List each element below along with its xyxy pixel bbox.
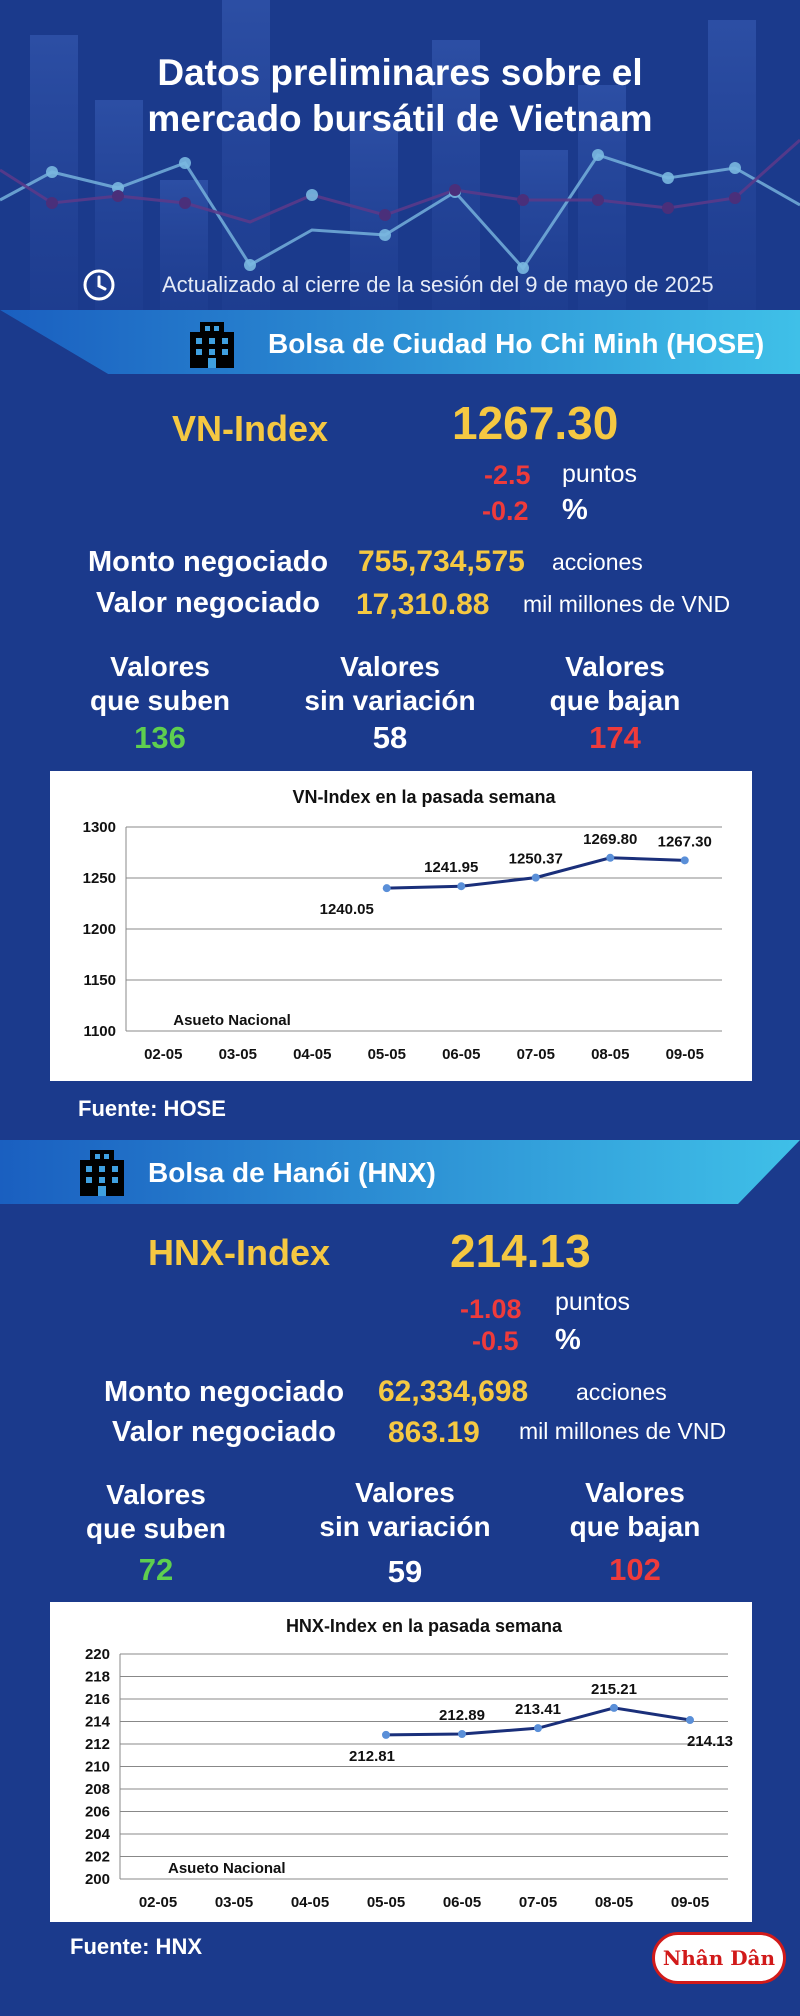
hnx-up-count: 72 [138,1552,174,1587]
data-label: 1267.30 [657,833,712,851]
y-tick-label: 220 [84,1646,110,1663]
hose-down-count: 174 [589,720,641,755]
nhan-dan-logo[interactable] [652,1932,786,1984]
x-tick-label: 09-05 [665,1046,704,1063]
x-tick-label: 05-05 [367,1046,406,1063]
hnx-chart [50,1602,752,1922]
x-tick-label: 04-05 [293,1046,332,1063]
hose-pct-label: % [562,494,588,526]
x-tick-label: 09-05 [670,1894,710,1911]
hnx-change-pct: -0.5 [472,1326,519,1356]
y-tick-label: 206 [84,1803,110,1821]
hose-volume-value: 755,734,575 [358,545,525,578]
hose-up-count: 136 [134,720,186,755]
hose-index-value: 1267.30 [452,397,619,449]
y-tick-label: 1200 [82,921,116,938]
annotation-holiday: Asueto Nacional [168,1860,286,1877]
updated-timestamp: Actualizado al cierre de la sesión del 9 de mayo de 2025 [162,272,714,297]
hnx-up-label-line2: que suben [85,1513,226,1544]
hose-change-pct: -0.2 [482,496,529,526]
hose-flat-label [285,650,495,718]
hose-down-label-line2: que bajan [549,685,681,716]
hose-points-label: puntos [562,460,638,488]
x-tick-label: 06-05 [442,1894,482,1911]
y-tick-label: 210 [84,1758,110,1776]
data-point [383,884,391,892]
hose-up-label-line1: Valores [110,651,210,682]
hnx-value-amount: 863.19 [388,1416,480,1449]
data-point [532,874,540,882]
data-label: 212.81 [349,1747,395,1765]
hose-flat-count: 58 [372,720,408,755]
hnx-pct-label: % [555,1324,581,1356]
y-tick-label: 208 [84,1781,110,1798]
x-tick-label: 08-05 [591,1046,630,1063]
hnx-flat-label [300,1476,510,1544]
data-label: 215.21 [591,1680,637,1698]
data-point [610,1704,618,1712]
x-tick-label: 05-05 [366,1894,406,1911]
data-label: 212.89 [439,1706,485,1724]
hnx-up-label-line1: Valores [106,1479,206,1510]
hose-source: Fuente: HOSE [78,1096,226,1121]
data-point [458,1730,466,1738]
data-point [382,1731,390,1739]
data-label: 1240.05 [319,901,374,919]
x-tick-label: 02-05 [144,1046,183,1063]
x-tick-label: 04-05 [290,1894,330,1911]
x-tick-label: 03-05 [218,1046,257,1063]
x-tick-label: 02-05 [138,1894,178,1911]
x-tick-label: 07-05 [516,1046,555,1063]
data-point [457,882,465,890]
hnx-down-label-line2: que bajan [569,1511,701,1542]
hnx-index-name: HNX-Index [148,1232,331,1273]
hose-up-label [60,650,260,718]
hose-chart [50,771,752,1081]
hose-volume-unit: acciones [552,549,643,575]
x-tick-label: 06-05 [442,1046,481,1063]
hose-index-name: VN-Index [172,408,329,449]
x-tick-label: 03-05 [214,1894,254,1911]
y-tick-label: 216 [84,1691,110,1708]
hnx-index-value: 214.13 [450,1225,591,1277]
data-point [534,1724,542,1732]
building-icon [76,1146,128,1198]
data-label: 1241.95 [424,859,479,877]
chart-title: VN-Index en la pasada semana [292,787,556,807]
data-label: 214.13 [687,1733,733,1751]
hnx-points-label: puntos [555,1288,631,1316]
hnx-chart-box [50,1602,752,1922]
hose-flat-label-line2: sin variación [304,685,476,716]
hose-up-label-line2: que suben [89,685,230,716]
building-icon [186,318,238,370]
hnx-flat-label-line2: sin variación [319,1511,491,1542]
hose-value-unit: mil millones de VND [523,591,731,617]
hnx-flat-label-line1: Valores [355,1477,455,1508]
hnx-flat-count: 59 [387,1554,423,1589]
hnx-banner-title: Bolsa de Hanói (HNX) [148,1157,436,1188]
x-tick-label: 07-05 [518,1894,558,1911]
hnx-value-unit: mil millones de VND [519,1418,727,1444]
chart-title: HNX-Index en la pasada semana [285,1616,563,1636]
hose-chart-box [50,771,752,1081]
y-tick-label: 204 [84,1826,110,1843]
data-point [681,856,689,864]
hnx-down-label-line1: Valores [585,1477,685,1508]
hnx-volume-label: Monto negociado [104,1376,345,1408]
y-tick-label: 214 [84,1713,110,1731]
y-tick-label: 202 [84,1848,110,1866]
hose-banner-title: Bolsa de Ciudad Ho Chi Minh (HOSE) [268,328,765,359]
hose-value-amount: 17,310.88 [356,588,490,621]
hnx-source: Fuente: HNX [70,1934,202,1959]
y-tick-label: 1100 [83,1023,116,1040]
title-line-1: Datos preliminares sobre el [157,52,643,93]
y-tick-label: 1250 [82,870,116,887]
data-point [686,1716,694,1724]
data-label: 1269.80 [583,830,638,848]
hose-volume-label: Monto negociado [88,546,329,578]
hnx-down-count: 102 [609,1552,661,1587]
annotation-holiday: Asueto Nacional [173,1012,291,1029]
y-tick-label: 1150 [83,972,116,989]
hose-down-label-line1: Valores [565,651,665,682]
hose-change-points: -2.5 [484,460,531,490]
hnx-up-label [56,1478,256,1546]
y-tick-label: 218 [84,1668,110,1686]
logo-text: Nhân Dân [662,1946,776,1970]
hose-flat-label-line1: Valores [340,651,440,682]
hnx-volume-value: 62,334,698 [378,1375,529,1408]
data-point [606,854,614,862]
hnx-value-label: Valor negociado [112,1416,336,1448]
hose-down-label [515,650,715,718]
data-label: 213.41 [515,1701,561,1719]
y-tick-label: 212 [84,1736,110,1753]
y-tick-label: 1300 [82,819,116,836]
data-label: 1250.37 [508,850,563,868]
hnx-volume-unit: acciones [576,1379,667,1405]
x-tick-label: 08-05 [594,1894,634,1911]
hnx-change-points: -1.08 [460,1294,522,1324]
clock-icon [82,268,116,302]
title-line-2: mercado bursátil de Vietnam [147,98,653,139]
y-tick-label: 200 [84,1871,110,1888]
hnx-down-label [535,1476,735,1544]
page-title [0,50,800,142]
hose-value-label: Valor negociado [96,587,320,619]
header-background-decoration [0,0,800,310]
